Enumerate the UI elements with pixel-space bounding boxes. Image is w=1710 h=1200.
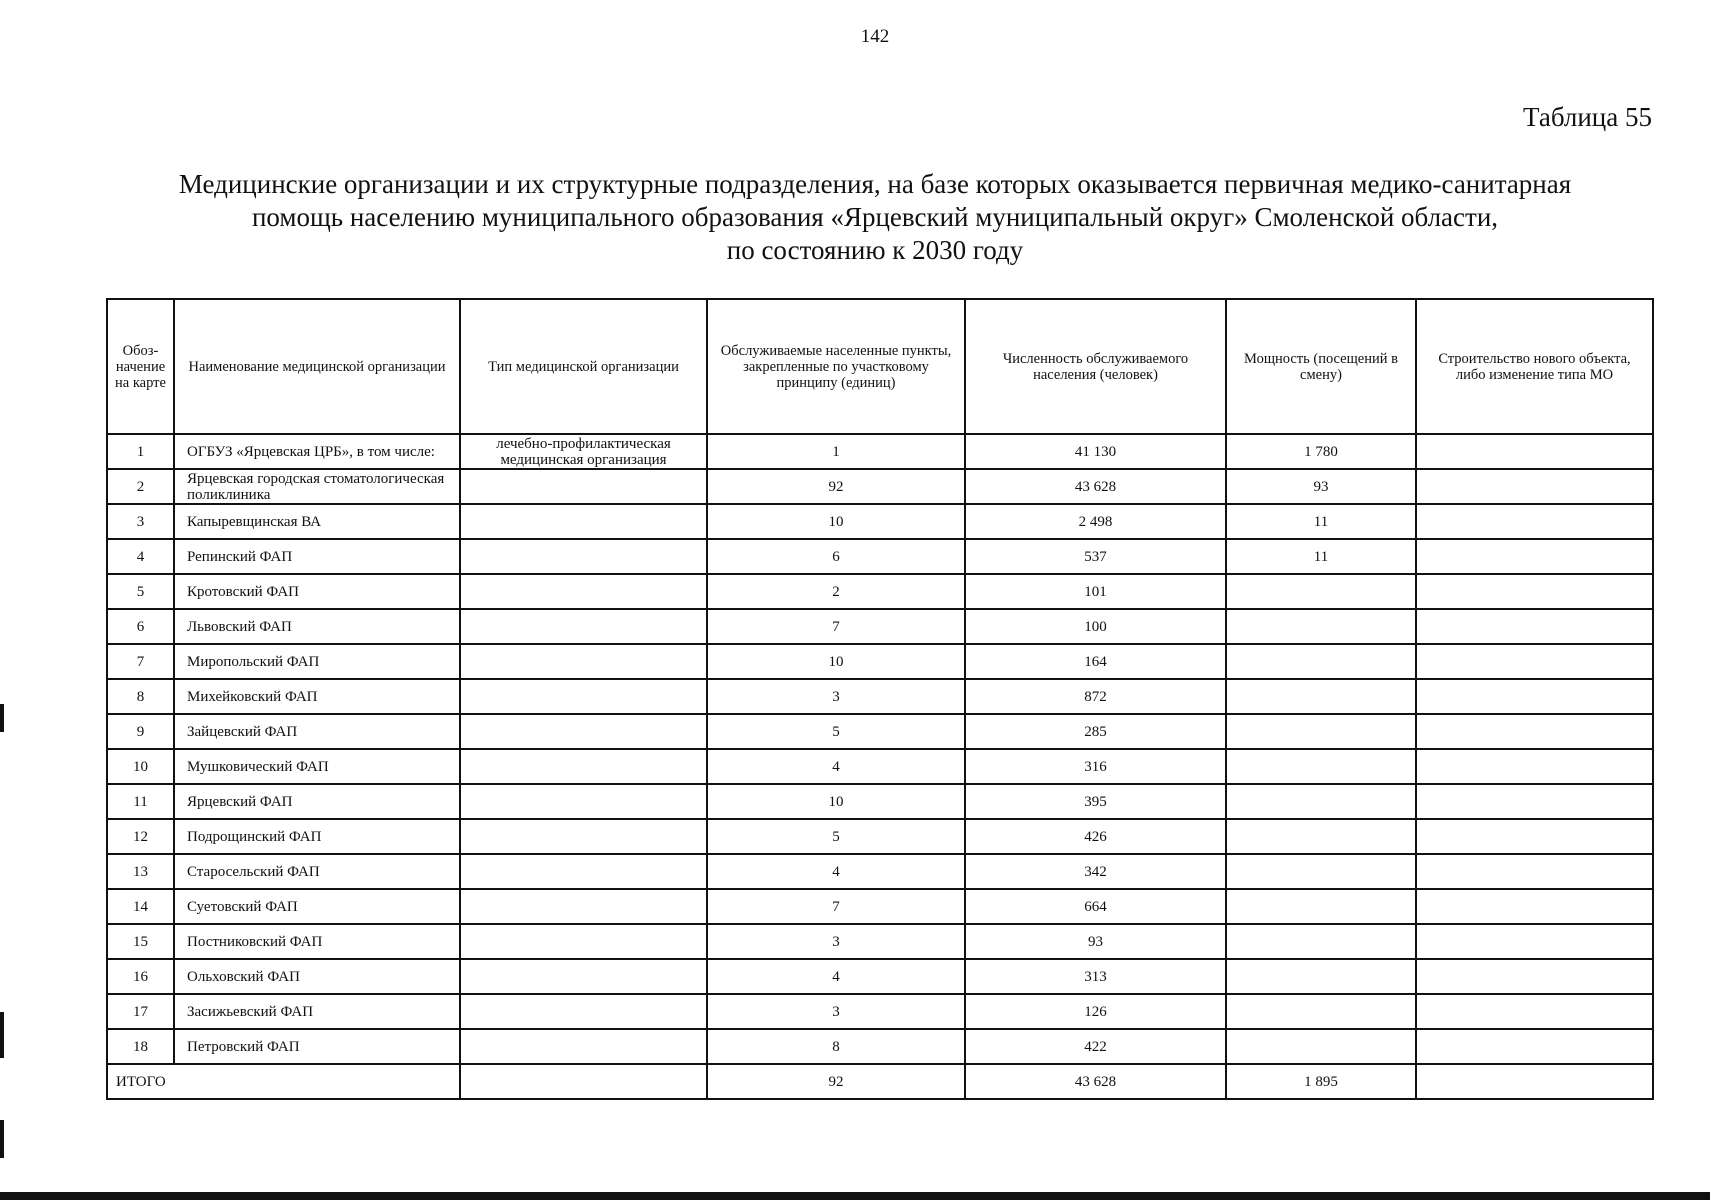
settlements-cell: 1 bbox=[707, 434, 965, 469]
settlements-cell: 5 bbox=[707, 819, 965, 854]
population-cell: 164 bbox=[965, 644, 1226, 679]
capacity-cell bbox=[1226, 819, 1416, 854]
table-header-row bbox=[107, 299, 1653, 434]
header-population: Численность обслуживаемого населения (человек) bbox=[965, 299, 1226, 434]
population-cell: 422 bbox=[965, 1029, 1226, 1064]
organization-type-cell bbox=[460, 784, 707, 819]
capacity-cell: 11 bbox=[1226, 539, 1416, 574]
organization-type-cell bbox=[460, 749, 707, 784]
organization-name-cell: Зайцевский ФАП bbox=[174, 714, 460, 749]
table-row bbox=[107, 819, 1653, 854]
table-row bbox=[107, 959, 1653, 994]
organization-name-cell: ОГБУЗ «Ярцевская ЦРБ», в том числе: bbox=[174, 434, 460, 469]
construction-cell bbox=[1416, 749, 1653, 784]
construction-cell bbox=[1416, 819, 1653, 854]
organization-name-cell: Ярцевская городская стоматологическая поликлиника bbox=[174, 469, 460, 504]
scan-bottom-edge bbox=[0, 1192, 1710, 1200]
organization-name-cell: Постниковский ФАП bbox=[174, 924, 460, 959]
page-number: 142 bbox=[860, 26, 890, 47]
population-cell: 2 498 bbox=[965, 504, 1226, 539]
scan-edge-mark bbox=[0, 1012, 4, 1058]
table-row bbox=[107, 679, 1653, 714]
settlements-cell: 10 bbox=[707, 784, 965, 819]
header-capacity: Мощность (посещений в смену) bbox=[1226, 299, 1416, 434]
total-row bbox=[107, 1064, 1653, 1099]
population-cell: 101 bbox=[965, 574, 1226, 609]
medical-organizations-table bbox=[106, 298, 1654, 1100]
scan-edge-mark bbox=[0, 1120, 4, 1158]
settlements-cell: 7 bbox=[707, 609, 965, 644]
table-body bbox=[107, 434, 1653, 1099]
organization-type-cell bbox=[460, 539, 707, 574]
organization-type-cell: лечебно-профилактическая медицинская организация bbox=[460, 434, 707, 469]
map-designation-cell: 2 bbox=[107, 469, 174, 504]
construction-cell bbox=[1416, 574, 1653, 609]
capacity-cell: 1 780 bbox=[1226, 434, 1416, 469]
settlements-cell: 7 bbox=[707, 889, 965, 924]
capacity-cell: 11 bbox=[1226, 504, 1416, 539]
organization-name-cell: Петровский ФАП bbox=[174, 1029, 460, 1064]
population-cell: 43 628 bbox=[965, 469, 1226, 504]
organization-type-cell bbox=[460, 819, 707, 854]
capacity-cell bbox=[1226, 609, 1416, 644]
organization-type-cell bbox=[460, 1029, 707, 1064]
construction-cell bbox=[1416, 504, 1653, 539]
table-title bbox=[110, 168, 1640, 267]
population-cell: 100 bbox=[965, 609, 1226, 644]
population-cell: 426 bbox=[965, 819, 1226, 854]
map-designation-cell: 17 bbox=[107, 994, 174, 1029]
table-row bbox=[107, 434, 1653, 469]
organization-name-cell: Репинский ФАП bbox=[174, 539, 460, 574]
settlements-cell: 2 bbox=[707, 574, 965, 609]
capacity-cell bbox=[1226, 889, 1416, 924]
organization-name-cell: Подрощинский ФАП bbox=[174, 819, 460, 854]
capacity-cell bbox=[1226, 574, 1416, 609]
construction-cell bbox=[1416, 959, 1653, 994]
construction-cell bbox=[1416, 679, 1653, 714]
population-cell: 664 bbox=[965, 889, 1226, 924]
settlements-cell: 92 bbox=[707, 469, 965, 504]
population-cell: 41 130 bbox=[965, 434, 1226, 469]
map-designation-cell: 5 bbox=[107, 574, 174, 609]
scan-edge-mark bbox=[0, 704, 4, 732]
table-row bbox=[107, 504, 1653, 539]
map-designation-cell: 18 bbox=[107, 1029, 174, 1064]
map-designation-cell: 1 bbox=[107, 434, 174, 469]
organization-name-cell: Мушковичеcкий ФАП bbox=[174, 749, 460, 784]
organization-name-cell: Миропольский ФАП bbox=[174, 644, 460, 679]
map-designation-cell: 10 bbox=[107, 749, 174, 784]
settlements-cell: 10 bbox=[707, 644, 965, 679]
total-capacity-cell: 1 895 bbox=[1226, 1064, 1416, 1099]
organization-name-cell: Суетовский ФАП bbox=[174, 889, 460, 924]
map-designation-cell: 11 bbox=[107, 784, 174, 819]
organization-type-cell bbox=[460, 469, 707, 504]
table-row bbox=[107, 994, 1653, 1029]
table-label: Таблица 55 bbox=[1523, 102, 1652, 132]
map-designation-cell: 14 bbox=[107, 889, 174, 924]
map-designation-cell: 12 bbox=[107, 819, 174, 854]
settlements-cell: 3 bbox=[707, 679, 965, 714]
organization-type-cell bbox=[460, 574, 707, 609]
capacity-cell bbox=[1226, 644, 1416, 679]
construction-cell bbox=[1416, 1029, 1653, 1064]
header-map-designation: Обоз-начение на карте bbox=[107, 299, 174, 434]
organization-type-cell bbox=[460, 889, 707, 924]
construction-cell bbox=[1416, 434, 1653, 469]
title-line: по состоянию к 2030 году bbox=[726, 235, 1024, 265]
construction-cell bbox=[1416, 889, 1653, 924]
table-row bbox=[107, 889, 1653, 924]
construction-cell bbox=[1416, 644, 1653, 679]
map-designation-cell: 7 bbox=[107, 644, 174, 679]
settlements-cell: 3 bbox=[707, 924, 965, 959]
population-cell: 395 bbox=[965, 784, 1226, 819]
organization-name-cell: Засижьевский ФАП bbox=[174, 994, 460, 1029]
settlements-cell: 5 bbox=[707, 714, 965, 749]
table-row bbox=[107, 714, 1653, 749]
map-designation-cell: 9 bbox=[107, 714, 174, 749]
organization-name-cell: Капыревщинская ВА bbox=[174, 504, 460, 539]
map-designation-cell: 16 bbox=[107, 959, 174, 994]
population-cell: 313 bbox=[965, 959, 1226, 994]
population-cell: 872 bbox=[965, 679, 1226, 714]
settlements-cell: 6 bbox=[707, 539, 965, 574]
population-cell: 126 bbox=[965, 994, 1226, 1029]
organization-type-cell bbox=[460, 504, 707, 539]
organization-type-cell bbox=[460, 644, 707, 679]
organization-name-cell: Михейковский ФАП bbox=[174, 679, 460, 714]
capacity-cell bbox=[1226, 749, 1416, 784]
header-settlements: Обслуживаемые населенные пункты, закрепленные по участковому принципу (единиц) bbox=[707, 299, 965, 434]
organization-name-cell: Ольховский ФАП bbox=[174, 959, 460, 994]
construction-cell bbox=[1416, 609, 1653, 644]
capacity-cell bbox=[1226, 714, 1416, 749]
table-row bbox=[107, 609, 1653, 644]
settlements-cell: 4 bbox=[707, 854, 965, 889]
construction-cell bbox=[1416, 539, 1653, 574]
map-designation-cell: 15 bbox=[107, 924, 174, 959]
organization-type-cell bbox=[460, 959, 707, 994]
population-cell: 285 bbox=[965, 714, 1226, 749]
settlements-cell: 4 bbox=[707, 959, 965, 994]
table-row bbox=[107, 469, 1653, 504]
organization-type-cell bbox=[460, 854, 707, 889]
map-designation-cell: 8 bbox=[107, 679, 174, 714]
capacity-cell bbox=[1226, 924, 1416, 959]
settlements-cell: 4 bbox=[707, 749, 965, 784]
construction-cell bbox=[1416, 714, 1653, 749]
table-row bbox=[107, 539, 1653, 574]
capacity-cell bbox=[1226, 784, 1416, 819]
map-designation-cell: 4 bbox=[107, 539, 174, 574]
total-label-cell: ИТОГО bbox=[107, 1064, 460, 1099]
capacity-cell: 93 bbox=[1226, 469, 1416, 504]
total-population-cell: 43 628 bbox=[965, 1064, 1226, 1099]
organization-type-cell bbox=[460, 714, 707, 749]
construction-cell bbox=[1416, 469, 1653, 504]
table-row bbox=[107, 574, 1653, 609]
capacity-cell bbox=[1226, 959, 1416, 994]
organization-type-cell bbox=[460, 994, 707, 1029]
table-row bbox=[107, 784, 1653, 819]
title-line: помощь населению муниципального образования «Ярцевский муниципальный округ» Смоленской области, bbox=[251, 202, 1499, 232]
organization-type-cell bbox=[460, 609, 707, 644]
population-cell: 342 bbox=[965, 854, 1226, 889]
map-designation-cell: 3 bbox=[107, 504, 174, 539]
header-organization-name: Наименование медицинской организации bbox=[174, 299, 460, 434]
construction-cell bbox=[1416, 784, 1653, 819]
population-cell: 93 bbox=[965, 924, 1226, 959]
population-cell: 316 bbox=[965, 749, 1226, 784]
table-row bbox=[107, 854, 1653, 889]
construction-cell bbox=[1416, 924, 1653, 959]
total-type-cell bbox=[460, 1064, 707, 1099]
table-row bbox=[107, 924, 1653, 959]
header-construction: Строительство нового объекта, либо изменение типа МО bbox=[1416, 299, 1653, 434]
settlements-cell: 10 bbox=[707, 504, 965, 539]
capacity-cell bbox=[1226, 994, 1416, 1029]
construction-cell bbox=[1416, 854, 1653, 889]
table-row bbox=[107, 749, 1653, 784]
population-cell: 537 bbox=[965, 539, 1226, 574]
capacity-cell bbox=[1226, 679, 1416, 714]
organization-type-cell bbox=[460, 679, 707, 714]
organization-name-cell: Кротовский ФАП bbox=[174, 574, 460, 609]
table-row bbox=[107, 1029, 1653, 1064]
capacity-cell bbox=[1226, 1029, 1416, 1064]
organization-name-cell: Львовский ФАП bbox=[174, 609, 460, 644]
organization-name-cell: Ярцевский ФАП bbox=[174, 784, 460, 819]
organization-type-cell bbox=[460, 924, 707, 959]
construction-cell bbox=[1416, 994, 1653, 1029]
settlements-cell: 8 bbox=[707, 1029, 965, 1064]
settlements-cell: 3 bbox=[707, 994, 965, 1029]
capacity-cell bbox=[1226, 854, 1416, 889]
table-row bbox=[107, 644, 1653, 679]
total-construction-cell bbox=[1416, 1064, 1653, 1099]
title-line: Медицинские организации и их структурные подразделения, на базе которых оказывается первичная медико-санитарная bbox=[178, 169, 1572, 199]
header-organization-type: Тип медицинской организации bbox=[460, 299, 707, 434]
map-designation-cell: 13 bbox=[107, 854, 174, 889]
organization-name-cell: Старосельский ФАП bbox=[174, 854, 460, 889]
total-settlements-cell: 92 bbox=[707, 1064, 965, 1099]
map-designation-cell: 6 bbox=[107, 609, 174, 644]
